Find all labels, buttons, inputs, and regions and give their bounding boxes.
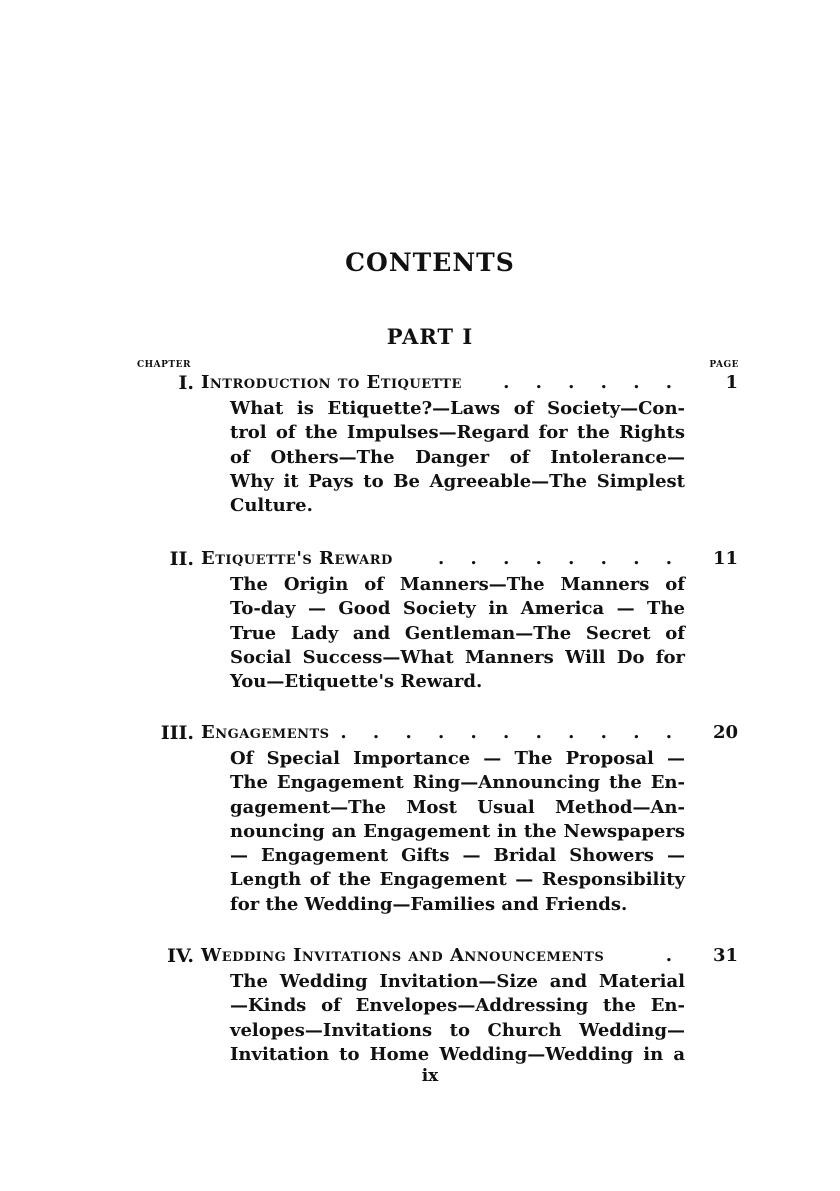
- summary-line: The Engagement Ring—Announcing the En-: [230, 772, 685, 794]
- toc-entry-chapter-2: [130, 545, 742, 694]
- chapter-title: Introduction to Etiquette: [201, 372, 462, 393]
- summary-line: Culture.: [230, 495, 313, 517]
- chapter-numeral: I.: [178, 372, 194, 394]
- chapter-numeral: II.: [169, 548, 194, 570]
- toc-entry-head: [130, 369, 742, 397]
- chapter-title: Wedding Invitations and Announcements: [201, 945, 605, 966]
- summary-line: Why it Pays to Be Agreeable—The Simplest: [230, 470, 685, 492]
- chapter-numeral: IV.: [167, 945, 194, 967]
- summary-line: —Kinds of Envelopes—Addressing the En-: [230, 995, 685, 1017]
- summary-line: The Wedding Invitation—Size and Material: [230, 971, 685, 992]
- chapter-page-number: 11: [712, 548, 738, 569]
- dot-leader: . . . . . . . . . . .: [340, 722, 682, 743]
- chapter-summary: [230, 573, 685, 694]
- summary-line: True Lady and Gentleman—The Secret of: [230, 622, 685, 644]
- summary-line: gagement—The Most Usual Method—An-: [230, 796, 685, 818]
- toc-entry-head: [130, 545, 742, 573]
- chapter-summary: [230, 970, 685, 1067]
- chapter-title: Etiquette's Reward: [201, 548, 393, 569]
- page-column-label: PAGE: [709, 360, 739, 370]
- summary-line: trol of the Impulses—Regard for the Rights: [230, 422, 685, 444]
- summary-line: nouncing an Engagement in the Newspapers: [230, 820, 685, 842]
- toc-entry-head: [130, 719, 742, 747]
- chapter-summary: [230, 747, 685, 917]
- summary-line: of Others—The Danger of Intolerance—: [230, 446, 685, 468]
- dot-leader: . . . . . . . .: [438, 548, 682, 569]
- page-folio: ix: [421, 1066, 439, 1086]
- summary-line: The Origin of Manners—The Manners of: [230, 574, 685, 595]
- chapter-page-number: 1: [725, 372, 738, 393]
- chapter-numeral: III.: [160, 722, 194, 744]
- summary-line: Social Success—What Manners Will Do for: [230, 646, 685, 668]
- dot-leader: . . . . . .: [503, 372, 682, 393]
- chapter-page-number: 31: [712, 945, 738, 966]
- toc-entry-chapter-1: [130, 369, 742, 518]
- contents-heading: CONTENTS: [345, 248, 515, 277]
- chapter-column-label: CHAPTER: [137, 360, 191, 370]
- chapter-page-number: 20: [712, 722, 738, 743]
- summary-line: To-day — Good Society in America — The: [230, 598, 685, 620]
- summary-line: — Engagement Gifts — Bridal Showers —: [230, 845, 685, 867]
- summary-line: Invitation to Home Wedding—Wedding in a: [230, 1043, 685, 1065]
- chapter-summary: [230, 397, 685, 518]
- summary-line: Of Special Importance — The Proposal —: [230, 748, 685, 769]
- summary-line: What is Etiquette?—Laws of Society—Con-: [230, 398, 685, 419]
- part-heading: PART I: [386, 324, 474, 349]
- summary-line: You—Etiquette's Reward.: [230, 671, 483, 693]
- toc-entry-chapter-4: [130, 942, 742, 1067]
- summary-line: Length of the Engagement — Responsibility: [230, 869, 685, 891]
- summary-line: velopes—Invitations to Church Wedding—: [230, 1019, 685, 1041]
- toc-entry-head: [130, 942, 742, 970]
- dot-leader: .: [665, 945, 682, 966]
- summary-line: for the Wedding—Families and Friends.: [230, 893, 628, 915]
- toc-entry-chapter-3: [130, 719, 742, 917]
- chapter-title: Engagements: [201, 722, 330, 743]
